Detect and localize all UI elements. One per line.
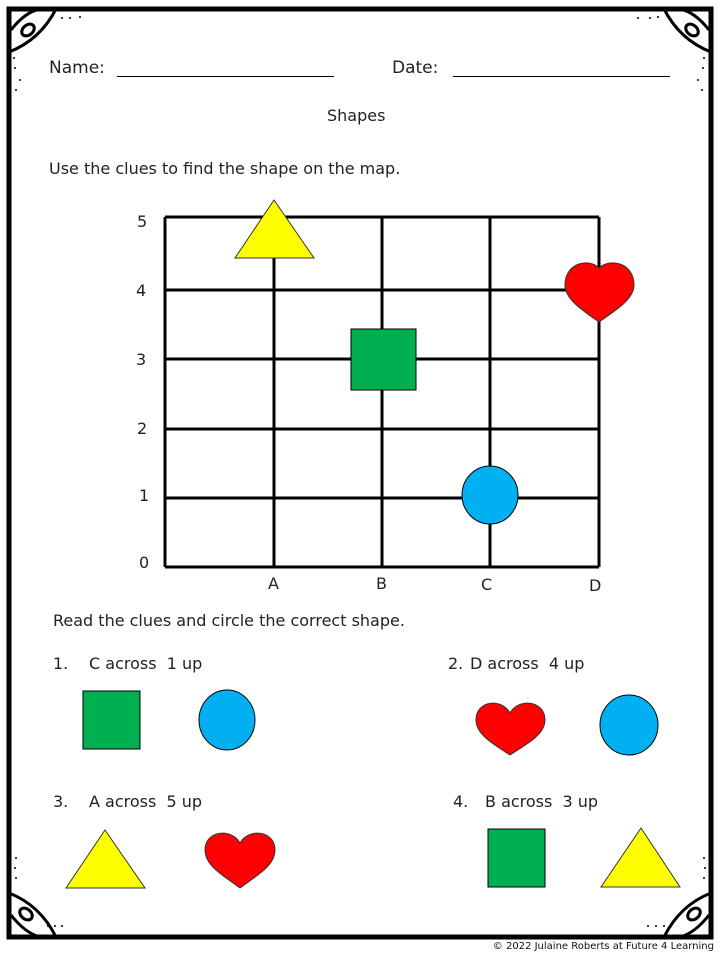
y-label-2: 2 <box>137 419 148 438</box>
q4-triangle-option <box>601 828 680 887</box>
copyright-footer: © 2022 Julaine Roberts at Future 4 Learning <box>492 941 714 952</box>
question-1-number: 1. <box>53 654 69 673</box>
x-label-b: B <box>376 574 387 593</box>
clue-instructions: Read the clues and circle the correct shape. <box>53 611 405 630</box>
question-1-clue: C across 1 up <box>89 654 203 673</box>
y-label-3: 3 <box>136 350 147 369</box>
y-label-5: 5 <box>137 212 148 231</box>
date-label: Date: <box>392 58 439 78</box>
name-label: Name: <box>49 58 105 78</box>
question-4-number: 4. <box>453 792 469 811</box>
map-instructions: Use the clues to find the shape on the map. <box>49 159 401 178</box>
question-3-clue: A across 5 up <box>89 792 203 811</box>
q4-square-option <box>488 829 545 887</box>
y-label-0: 0 <box>139 553 150 572</box>
x-label-d: D <box>589 576 602 595</box>
question-4-clue: B across 3 up <box>485 792 599 811</box>
question-3-number: 3. <box>53 792 69 811</box>
x-label-c: C <box>481 575 493 594</box>
y-label-4: 4 <box>136 281 147 300</box>
y-label-1: 1 <box>139 486 150 505</box>
x-label-a: A <box>268 574 279 593</box>
question-2-number: 2. <box>448 654 464 673</box>
question-2-clue: D across 4 up <box>470 654 585 673</box>
page-title: Shapes <box>327 106 386 125</box>
